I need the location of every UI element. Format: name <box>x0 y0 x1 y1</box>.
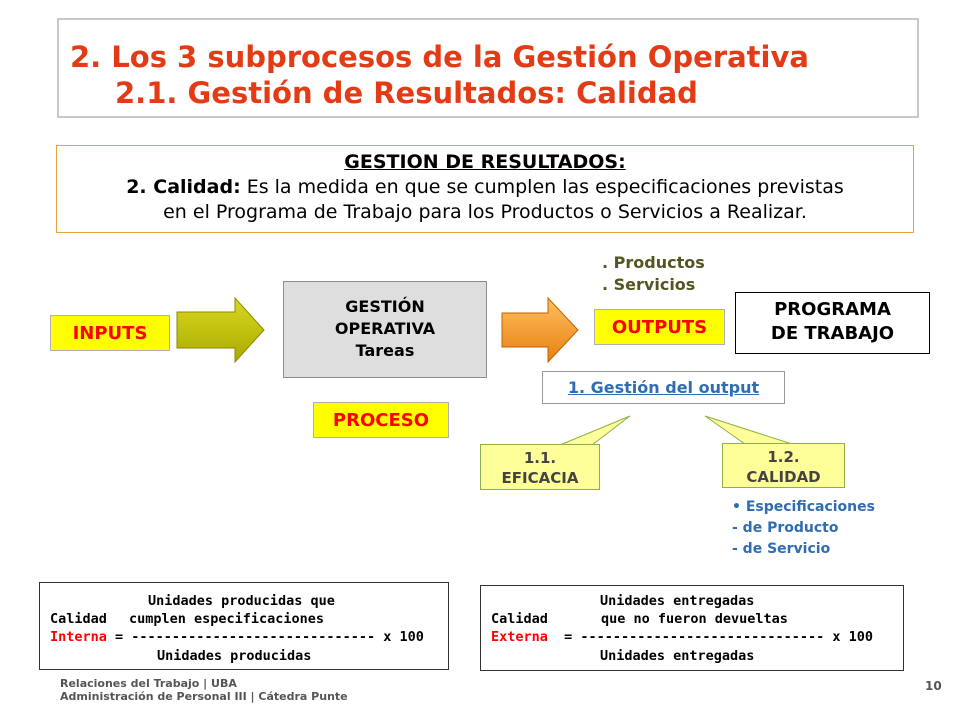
gestion-line2: OPERATIVA <box>334 319 436 338</box>
gestion-operativa-box <box>283 281 487 378</box>
formula-interna-numerator-line2: cumplen especificaciones <box>129 611 325 627</box>
calidad-pointer <box>705 416 792 444</box>
footer-institution: Relaciones del Trabajo | UBA <box>60 677 237 690</box>
output-item-productos: . Productos <box>602 253 705 272</box>
formula-externa-numerator-line2: que no fueron devueltas <box>601 611 788 627</box>
formula-externa-denominator: Unidades entregadas <box>600 648 755 664</box>
output-item-servicios: . Servicios <box>602 275 696 294</box>
calidad-callout <box>722 443 845 488</box>
calidad-number: 1.2. <box>767 448 800 466</box>
definition-line1 <box>57 175 913 200</box>
input-arrow <box>177 298 264 362</box>
definition-heading: GESTION DE RESULTADOS: <box>344 151 626 173</box>
formula-interna-calidad-label: Calidad <box>50 611 107 627</box>
definition-line2: en el Programa de Trabajo para los Productos o Servicios a Realizar. <box>163 201 807 223</box>
formula-externa-numerator-line1: Unidades entregadas <box>600 593 755 609</box>
outputs-label: OUTPUTS <box>594 309 725 345</box>
definition-term: 2. Calidad: <box>126 176 241 198</box>
gestion-del-output-box: 1. Gestión del output <box>542 371 785 404</box>
output-arrow <box>502 298 578 362</box>
gestion-line3: Tareas <box>355 341 415 360</box>
inputs-label: INPUTS <box>50 315 170 351</box>
formula-interna-type-label: Interna <box>50 629 107 645</box>
eficacia-pointer <box>560 416 630 445</box>
page-number: 10 <box>925 679 942 693</box>
formula-interna-denominator: Unidades producidas <box>157 648 312 664</box>
formula-externa-type-label: Externa <box>491 629 548 645</box>
spec-item-servicio: - de Servicio <box>732 541 831 557</box>
formula-interna-numerator-line1: Unidades producidas que <box>148 593 335 609</box>
programa-de-trabajo-box <box>735 292 930 354</box>
output-items <box>602 252 705 296</box>
calidad-label: CALIDAD <box>746 468 821 486</box>
formula-externa-fraction-bar: = ------------------------------ x 100 <box>547 629 874 645</box>
programa-line1: PROGRAMA <box>774 299 891 320</box>
specifications-list <box>732 497 875 560</box>
proceso-label: PROCESO <box>313 402 449 438</box>
programa-line2: DE TRABAJO <box>770 323 895 344</box>
eficacia-label: EFICACIA <box>501 469 579 487</box>
definition-text-part1: Es la medida en que se cumplen las especificaciones previstas <box>240 176 844 198</box>
formula-calidad-interna <box>39 582 449 670</box>
gestion-line1: GESTIÓN <box>345 297 425 316</box>
eficacia-callout <box>480 444 600 490</box>
spec-item-producto: - de Producto <box>732 520 839 536</box>
formula-interna-line3 <box>50 628 424 647</box>
page-title: 2. Los 3 subprocesos de la Gestión Operativa <box>70 40 809 74</box>
formula-externa-line3 <box>491 628 873 647</box>
footer-course: Administración de Personal III | Cátedra Punte <box>60 690 348 703</box>
definition-box <box>56 145 914 233</box>
formula-externa-calidad-label: Calidad <box>491 611 548 627</box>
formula-calidad-externa <box>480 585 904 671</box>
eficacia-number: 1.1. <box>523 449 557 467</box>
spec-item-especificaciones: • Especificaciones <box>732 499 875 515</box>
formula-interna-fraction-bar: = ------------------------------ x 100 <box>106 629 424 645</box>
page-subtitle: 2.1. Gestión de Resultados: Calidad <box>115 76 698 110</box>
